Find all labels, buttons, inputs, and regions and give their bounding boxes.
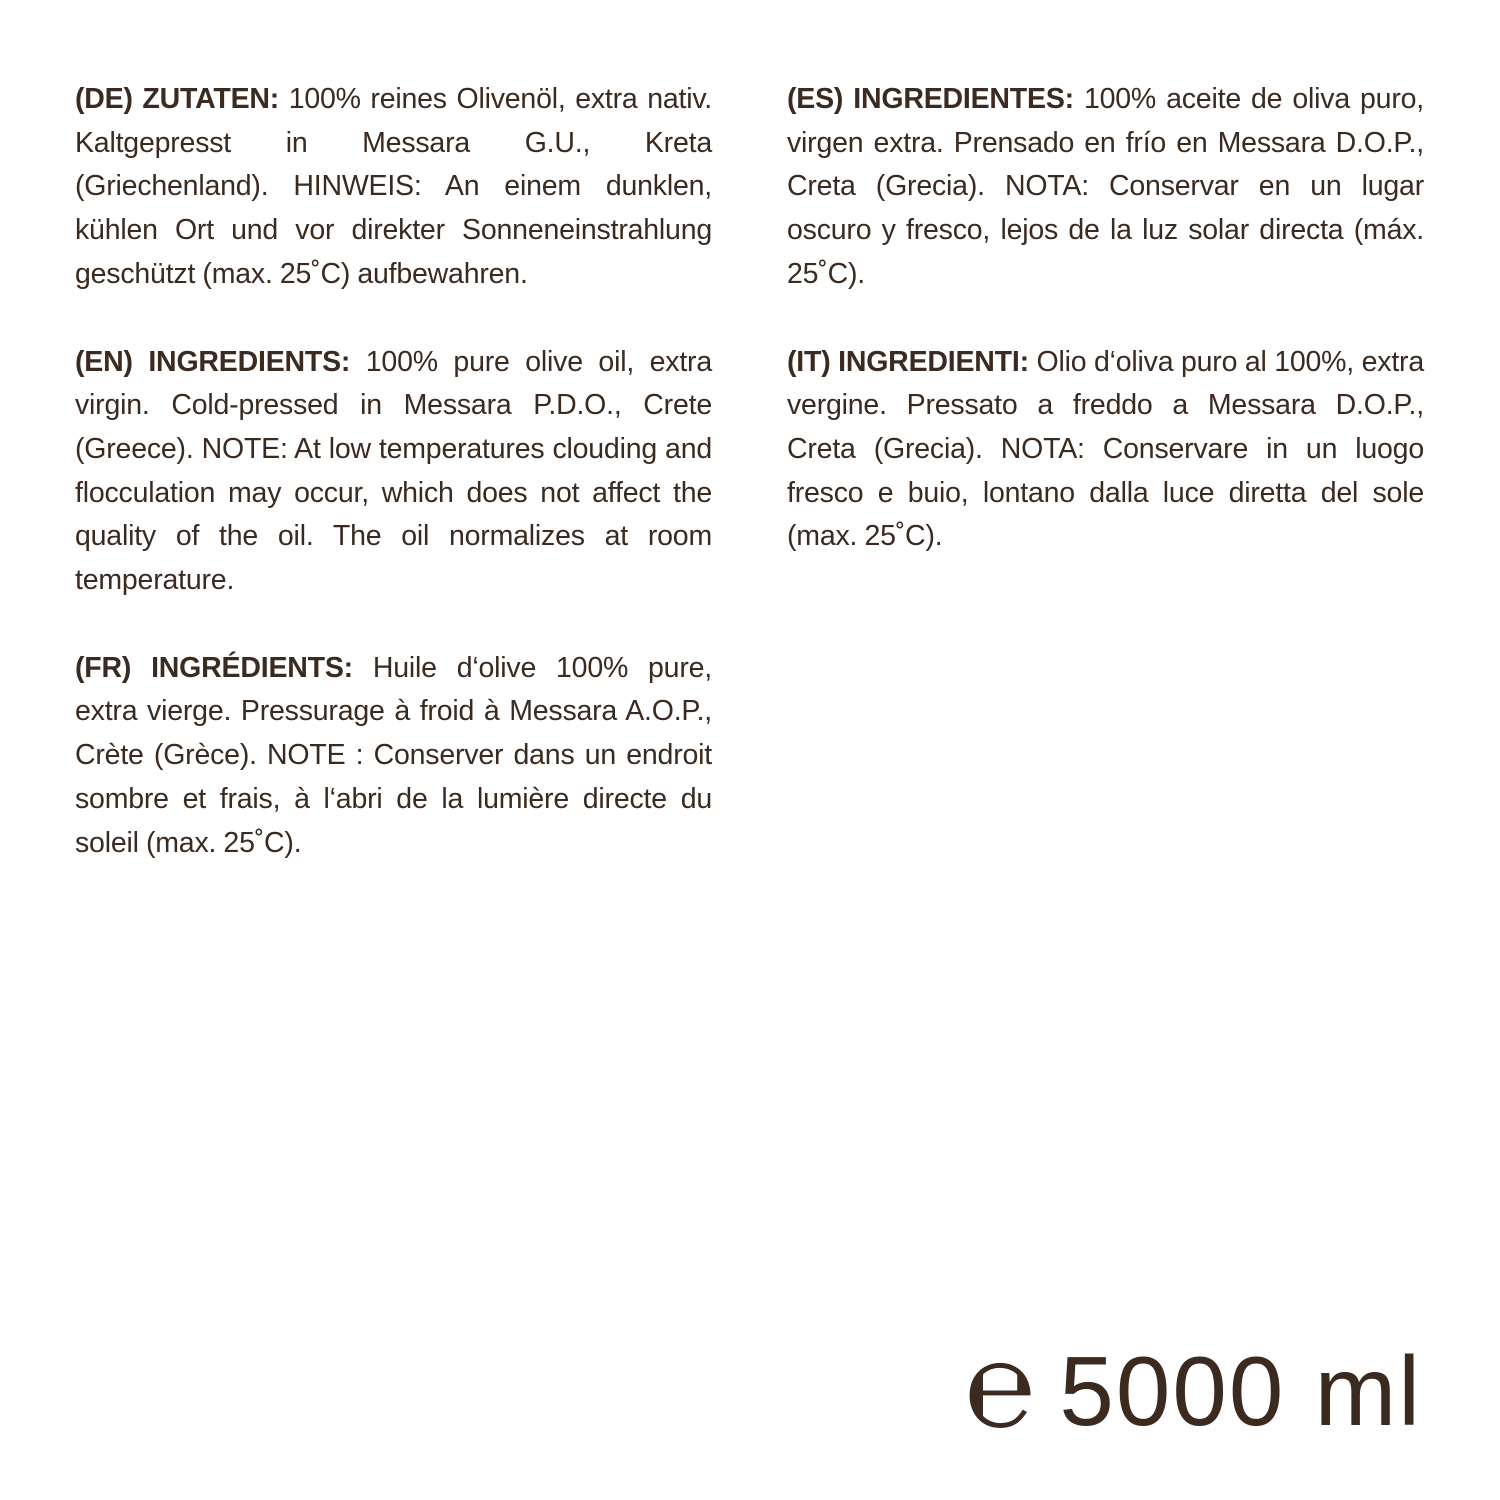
ingredients-de-label: (DE) ZUTATEN: [75, 83, 280, 115]
ingredients-it-label: (IT) INGREDIENTI: [787, 345, 1029, 378]
ingredients-es [787, 78, 1424, 297]
ingredients-fr-text: Huile d‘olive 100% pure, extra vierge. Pressurage à froid à Messara A.O.P., Crète (Grèce). NOTE : Conserver dans un endroit sombre et frais, à l‘abri de la lumière directe du soleil (max. 25˚C). [75, 651, 712, 859]
left-column [75, 78, 712, 909]
ingredients-es-text: 100% aceite de oliva puro, virgen extra. Prensado en frío en Messara D.O.P., Creta (Grecia). NOTA: Conservar en un lugar oscuro y fresco, lejos de la luz solar directa (máx. 25˚C). [787, 83, 1424, 290]
ingredients-en [75, 341, 712, 603]
ingredients-en-label: (EN) INGREDIENTS: [75, 345, 351, 378]
estimated-sign-icon: ℮ [964, 1316, 1036, 1454]
ingredients-de [75, 78, 712, 297]
ingredients-es-label: (ES) INGREDIENTES: [787, 83, 1074, 115]
ingredients-en-text: 100% pure olive oil, extra virgin. Cold-pressed in Messara P.D.O., Crete (Greece). NOTE: At low temperatures clouding and flocculation may occur, which does not affect the quality of the oil. The oil normalizes at room temperature. [75, 345, 712, 597]
volume-amount: 5000 ml [1059, 1336, 1422, 1446]
ingredients-it-text: Olio d‘oliva puro al 100%, extra vergine. Pressato a freddo a Messara D.O.P., Creta (Grecia). NOTA: Conservare in un luogo fresco e buio, lontano dalla luce diretta del sole (max. 25˚C). [787, 345, 1424, 553]
right-column [787, 78, 1424, 603]
ingredients-fr-label: (FR) INGRÉDIENTS: [75, 651, 353, 684]
ingredients-it [787, 341, 1424, 560]
ingredients-fr [75, 647, 712, 866]
net-volume [964, 1316, 1422, 1454]
ingredients-de-text: 100% reines Olivenöl, extra nativ. Kaltgepresst in Messara G.U., Kreta (Griechenland). HINWEIS: An einem dunklen, kühlen Ort und vor direkter Sonneneinstrahlung geschützt (max. 25˚C) aufbewahren. [75, 83, 712, 290]
